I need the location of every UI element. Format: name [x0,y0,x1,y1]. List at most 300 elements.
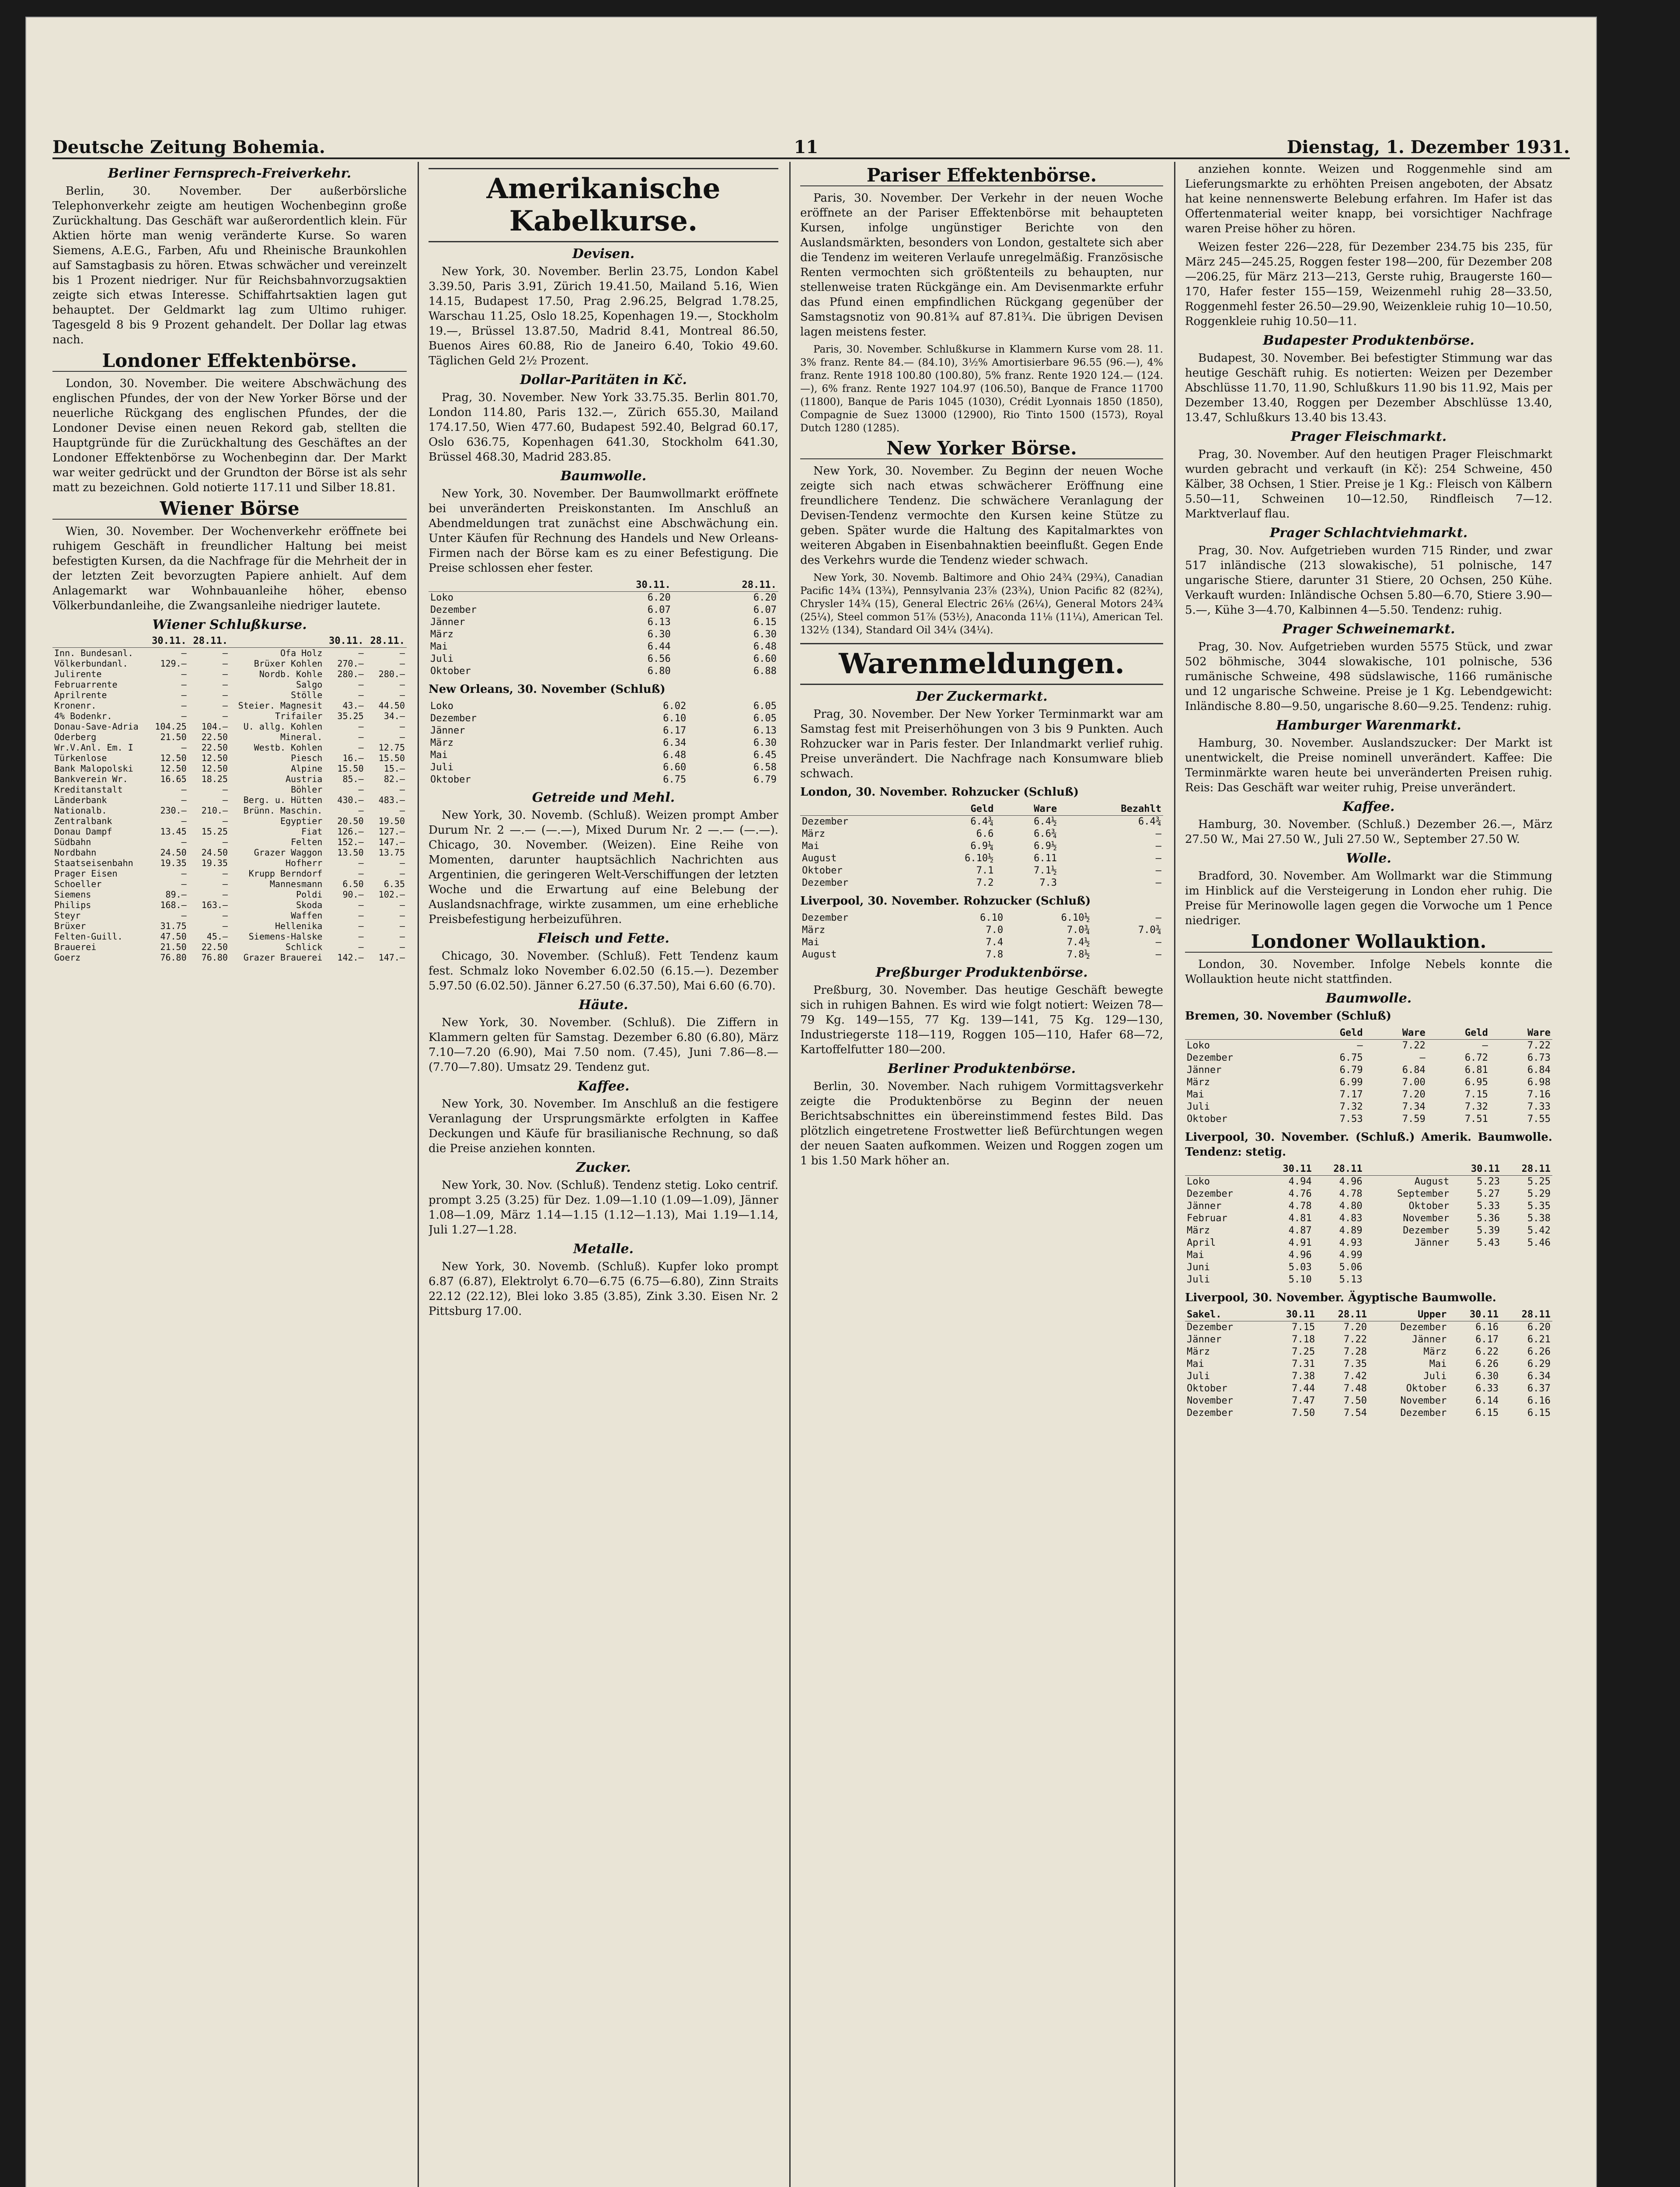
table-cell: Südbahn [54,837,91,847]
table-cell: Oktober [1187,1383,1227,1394]
fleisch-article: Chicago, 30. November. (Schluß). Fett Tendenz kaum fest. Schmalz loko November 6.02.50 (6.15.—). Dezember 5.97.50 (6.02.50). Jänner 6.27.50 (6.37.50), Mai 6.60 (6.70). [429,950,778,992]
table-cell: 6.73 [1527,1052,1551,1063]
table-cell: 47.50 [160,931,187,942]
cotton-row [429,725,778,737]
table-cell: Jänner [1414,1237,1450,1248]
table-cell: 6.6¾ [1034,828,1057,839]
table-cell: 163.— [201,900,228,910]
table-cell: — [1419,1052,1426,1063]
column-header: Ware [1490,1027,1552,1040]
berlin-grain-prices: Weizen fester 226—228, für Dezember 234.75 bis 235, für März 245—245.25, Roggen fester 198—200, für Dezember 208—206.25, für März 213—213, Gerste ruhig, Braugerste 160—170, Hafer fester 155—159, Weizenmehl ruhig 28—33.50, Roggenmehl fester 26.50—29.90, Weizenkleie ruhig 10—10.50, Roggenkleie ruhig 10.50—11. [1185,241,1552,328]
table-cell: 5.42 [1527,1225,1551,1236]
table-cell: — [222,690,228,700]
table-cell: Oktober [1406,1383,1447,1394]
stock-row [52,700,407,711]
stock-row [52,868,407,879]
table-cell: März [1187,1346,1210,1357]
liverpool-sugar-heading: Liverpool, 30. November. Rohzucker (Schluß) [800,894,1091,908]
table-cell: 6.07 [647,604,671,615]
table-cell: Prager Eisen [54,868,118,879]
table-cell: 4.96 [1339,1176,1363,1187]
table-cell: — [222,711,228,721]
stock-row [52,837,407,847]
column-header: 30.11 [1265,1309,1317,1321]
table-cell: 7.20 [1402,1089,1426,1100]
table-cell: Dezember [802,816,848,827]
baumwolle-heading: Baumwolle. [560,468,647,484]
table-cell: 230.— [160,805,187,816]
table-cell: Mai [430,750,448,761]
table-cell: 5.38 [1527,1213,1551,1224]
table-cell: Siemens-Halske [248,931,323,942]
table-cell: Dezember [802,912,848,923]
column-header: 28.11 [1314,1163,1364,1176]
table-cell: Oktober [430,774,471,785]
table-cell: 6.34 [663,737,687,748]
table-cell: 6.11 [1034,853,1057,864]
column-header: 28.11 [1502,1163,1552,1176]
table-cell: 19.35 [160,858,187,868]
getreide-heading: Getreide und Mehl. [532,790,675,805]
issue-date: Dienstag, 1. Dezember 1931. [1286,137,1570,157]
table-cell: 7.1½ [1034,865,1057,876]
sugar-row [800,828,1163,840]
table-cell: — [399,858,405,868]
table-cell: 6.9½ [1034,841,1057,852]
table-cell: 5.46 [1527,1237,1551,1248]
table-cell: 6.10½ [1061,912,1090,923]
table-cell: — [181,868,187,879]
table-cell: 6.81 [1464,1065,1488,1076]
table-cell: 7.35 [1344,1359,1367,1369]
table-cell: 16.— [342,753,364,763]
stock-row [52,669,407,679]
table-cell: 21.50 [160,732,187,742]
table-cell: 6.16 [1527,1395,1551,1406]
table-cell: 4.91 [1288,1237,1312,1248]
table-cell: 5.33 [1477,1201,1500,1212]
table-cell: — [358,721,364,732]
stock-row [52,658,407,669]
table-cell: Oderberg [54,732,97,742]
table-cell: 5.29 [1527,1188,1551,1199]
table-cell: Dezember [1187,1322,1233,1333]
table-cell: 22.50 [201,942,228,952]
table-cell: August [802,949,837,960]
table-cell: — [181,816,187,826]
table-cell: 6.15 [753,617,777,628]
table-cell: — [222,648,228,658]
stock-row [52,900,407,910]
table-cell: 6.84 [1527,1065,1551,1076]
table-cell: 6.45 [753,750,777,761]
table-cell: Brauerei [54,942,97,952]
cotton-row [429,749,778,762]
table-cell: Dezember [430,713,477,724]
wien-heading: Wiener Börse [52,501,407,520]
table-cell [1502,1249,1552,1261]
table-cell: September [1397,1188,1450,1199]
table-cell: Loko [1187,1040,1210,1051]
table-cell: Oktober [430,666,471,677]
table-cell [1451,1261,1502,1274]
page-header [52,118,1570,159]
table-cell: Dezember [1400,1408,1447,1418]
table-cell: Donau Dampf [54,826,112,837]
table-cell: 6.50 [342,879,364,889]
liverpool-cotton-table [1185,1163,1552,1286]
stock-table-header [52,635,407,648]
table-cell: Grazer Waggon [254,847,323,858]
table-cell: — [222,816,228,826]
table-cell: Kreditanstalt [54,784,123,795]
table-cell: März [1187,1077,1210,1088]
table-cell: 6.20 [1527,1322,1551,1333]
table-cell: — [222,679,228,690]
wolle-article: Bradford, 30. November. Am Wollmarkt war die Stimmung im Hinblick auf die Versteigerung in London eher ruhig. Die Preise für Merinowolle lagen gegen die Vorwoche um 1 Pence niedriger. [1185,870,1552,927]
schlachtvieh-article: Prag, 30. Nov. Aufgetrieben wurden 715 Rinder, und zwar 517 inländische (213 slowakische), 51 polnische, 147 ungarische Stiere, darunter 31 Stiere, 20 Ochsen, 250 Kühe. Verkauft wurden: Inländische Ochsen 5.80—6.70, Stiere 3.90—5.—, Kühe 3—4.70, Kalbinnen 4—5.50. Tendenz: ruhig. [1185,544,1552,617]
table-cell: 6.17 [663,725,687,736]
table-cell: Türkenlose [54,753,107,763]
table-cell: 5.10 [1288,1274,1312,1285]
table-cell: Felten [291,837,323,847]
table-cell: 7.50 [1292,1408,1315,1418]
table-cell: — [181,690,187,700]
budapest-heading: Budapester Produktenbörse. [1263,333,1474,348]
stock-row [52,774,407,784]
liverpool-table-header [1185,1163,1552,1176]
egypt-row [1185,1383,1552,1395]
devisen-heading: Devisen. [572,246,635,262]
egypt-row [1185,1346,1552,1358]
table-cell: 6.4¾ [970,816,994,827]
stock-row [52,711,407,721]
egypt-cotton-heading: Liverpool, 30. November. Ägyptische Baumwolle. [1185,1291,1496,1304]
table-cell: 5.43 [1477,1237,1500,1248]
liverpool-row [1185,1225,1552,1237]
table-cell: — [222,669,228,679]
stock-row [52,921,407,931]
table-cell: Jänner [1187,1334,1222,1345]
table-cell: — [181,910,187,921]
table-cell: 45.— [206,931,228,942]
table-cell: 6.13 [647,617,671,628]
table-cell: Berg. u. Hütten [243,795,323,805]
baumwolle-heading: Baumwolle. [1325,991,1412,1006]
stock-row [52,879,407,889]
table-cell: Juli [1187,1101,1210,1112]
table-cell: — [1155,828,1161,839]
wollauktion-heading: Londoner Wollauktion. [1185,934,1552,953]
table-cell: 7.48 [1344,1383,1367,1394]
column-header: 28.11 [1500,1309,1552,1321]
table-cell: 6.30 [753,737,777,748]
table-cell: November [1403,1213,1450,1224]
table-cell: — [399,921,405,931]
wien-stock-table [52,635,407,963]
bremen-table-header [1185,1027,1552,1040]
table-cell: Steyr [54,910,81,921]
table-cell: 7.00 [1402,1077,1426,1088]
table-cell: — [399,805,405,816]
table-cell: März [1187,1225,1210,1236]
table-cell: — [358,648,364,658]
paris-heading: Pariser Effektenbörse. [800,168,1163,186]
table-cell: 4.76 [1288,1188,1312,1199]
table-cell: Aprilrente [54,690,107,700]
column-header: 30.11. [147,635,188,648]
table-cell: 6.60 [663,762,687,773]
table-cell: 168.— [160,900,187,910]
bremen-row [1185,1040,1552,1052]
table-cell: — [358,679,364,690]
table-cell: 6.79 [753,774,777,785]
table-cell: — [358,690,364,700]
table-cell: 5.03 [1288,1262,1312,1273]
table-cell: Inn. Bundesanl. [54,648,133,658]
table-cell: 7.32 [1339,1101,1363,1112]
table-cell: Schlick [286,942,323,952]
table-cell: 4.80 [1339,1201,1363,1212]
liverpool-row [1185,1176,1552,1188]
devisen-article: New York, 30. November. Berlin 23.75, London Kabel 3.39.50, Paris 3.91, Zürich 19.41.50, Mailand 5.16, Wien 14.15, Budapest 17.50, Prag 2.96.25, Belgrad 1.78.25, Warschau 11.25, Oslo 18.25, Kopenhagen 19.—, Stockholm 19.—, Brüssel 13.87.50, Madrid 8.41, Montreal 86.50, Buenos Aires 60.88, Rio de Janeiro 6.40, Tokio 49.60. Täglichen Geld 2½ Prozent. [429,265,778,367]
table-cell: 24.50 [201,847,228,858]
table-cell: — [222,837,228,847]
bremen-row [1185,1101,1552,1113]
table-cell: Staatseisenbahn [54,858,133,868]
table-cell: 7.18 [1292,1334,1315,1345]
table-cell: Westb. Kohlen [254,742,323,753]
table-cell: Loko [1187,1176,1210,1187]
table-cell: 7.50 [1344,1395,1367,1406]
hamburg-article: Hamburg, 30. November. Auslandszucker: Der Markt ist unentwickelt, die Preise nominell unverändert. Kaffee: Die Terminmärkte waren heute bei unveränderten Preisen ruhig. Reis: Das Geschäft war weiter ruhig, Preise unverändert. [1185,737,1552,794]
sugar-row [800,852,1163,865]
table-cell: 6.48 [753,641,777,652]
sugar-row [800,924,1163,936]
egypt-row [1185,1334,1552,1346]
column-header: 28.11. [188,635,230,648]
table-cell: 127.— [378,826,405,837]
column-header [1185,1027,1302,1040]
table-cell: 6.16 [1475,1322,1499,1333]
table-cell: 142.— [337,952,364,963]
table-cell: Völkerbundanl. [54,658,128,669]
table-cell: — [399,721,405,732]
table-cell: 4.81 [1288,1213,1312,1224]
table-cell: 21.50 [160,942,187,952]
sugar-row [800,936,1163,949]
sugar-row [800,840,1163,852]
table-cell: 7.31 [1292,1359,1315,1369]
table-cell: 6.95 [1464,1077,1488,1088]
table-cell: 7.47 [1292,1395,1315,1406]
table-cell: 5.36 [1477,1213,1500,1224]
table-cell: 5.27 [1477,1188,1500,1199]
table-cell: 7.42 [1344,1371,1367,1382]
table-cell: 89.— [165,889,187,900]
table-cell: März [802,828,825,839]
table-cell: 35.25 [337,711,364,721]
liverpool-row [1185,1212,1552,1225]
table-cell: Bank Malopolski [54,763,133,774]
table-cell: 5.23 [1477,1176,1500,1187]
fleischmarkt-article: Prag, 30. November. Auf den heutigen Prager Fleischmarkt wurden gebracht und verkauft (in Kč): 254 Schweine, 450 Kälber, 38 Ochsen, 1 Stier. Preise je 1 Kg.: Fleisch von Kälbern 5.50—11, Schweinen 10—12.50, Rindfleisch 7—12. Marktverlauf flau. [1185,448,1552,521]
cotton-row [429,713,778,725]
haeute-heading: Häute. [579,997,628,1013]
sugar-row [800,816,1163,828]
egypt-cotton-table [1185,1309,1552,1419]
stock-row [52,847,407,858]
table-cell: 19.50 [378,816,405,826]
table-cell: 6.44 [647,641,671,652]
table-cell: — [399,931,405,942]
column-header [800,803,918,816]
table-cell: Mai [802,937,819,948]
table-cell: 7.59 [1402,1114,1426,1125]
table-cell: U. allg. Kohlen [243,721,323,732]
table-cell: März [802,925,825,936]
fleischmarkt-heading: Prager Fleischmarkt. [1290,429,1447,444]
table-cell: 102.— [378,889,405,900]
column-header: 30.11 [1263,1163,1314,1176]
stock-row [52,742,407,753]
table-cell: 430.— [337,795,364,805]
table-cell: Böhler [291,784,323,795]
table-cell: 82.— [383,774,405,784]
liverpool-row [1185,1200,1552,1212]
table-cell: 6.15 [1527,1408,1551,1418]
table-cell: Alpine [291,763,323,774]
table-cell: 76.80 [201,952,228,963]
table-cell: 6.29 [1527,1359,1551,1369]
table-cell: Austria [286,774,323,784]
table-cell: 6.84 [1402,1065,1426,1076]
kaffee-article: New York, 30. November. Im Anschluß an die festigere Veranlagung der Ursprungsmärkte erfolgten in Kaffee Deckungen und Käufe für brasilianische Rechnung, so daß die Preise anziehen konnten. [429,1097,778,1155]
table-cell: Salgo [296,679,323,690]
table-cell: 6.02 [663,701,687,712]
table-cell: 6.05 [753,713,777,724]
kabelkurse-heading: Amerikanische Kabelkurse. [429,168,778,242]
table-cell [1364,1274,1451,1286]
table-cell: — [358,858,364,868]
table-cell: Dezember [1187,1408,1233,1418]
table-cell: November [1187,1395,1233,1406]
stock-row [52,679,407,690]
stock-row [52,648,407,659]
table-cell: Nordb. Kohle [259,669,323,679]
table-cell: Steier. Magnesit [238,700,323,711]
table-cell: 6.34 [1527,1371,1551,1382]
table-cell: — [222,784,228,795]
table-cell: 6.15 [1475,1408,1499,1418]
cotton-row [429,592,778,604]
table-cell: — [399,784,405,795]
table-cell: — [358,931,364,942]
cotton-row [429,665,778,678]
column-header: Geld [918,803,995,816]
table-cell: — [222,889,228,900]
table-cell: 6.35 [383,879,405,889]
table-cell: 147.— [378,952,405,963]
table-cell: Poldi [296,889,323,900]
kaffee-heading: Kaffee. [577,1079,630,1094]
table-cell: 270.— [337,658,364,669]
column-header: 28.11. [366,635,407,648]
table-cell: 6.17 [1475,1334,1499,1345]
table-cell: Mai [1187,1089,1204,1100]
column-header: 30.11 [1451,1163,1502,1176]
column-header: Bezahlt [1059,803,1163,816]
table-cell: 4% Bodenkr. [54,711,112,721]
table-cell: — [399,868,405,879]
table-cell: Juni [1187,1262,1210,1273]
stock-row [52,931,407,942]
table-cell: Dezember [1400,1322,1447,1333]
table-cell: 4.87 [1288,1225,1312,1236]
column-header [429,579,567,592]
egypt-row [1185,1358,1552,1370]
table-cell: 7.15 [1292,1322,1315,1333]
table-cell: 7.55 [1527,1114,1551,1125]
cotton-no-table [429,700,778,786]
column-2 [429,162,778,2187]
wollauktion-article: London, 30. November. Infolge Nebels konnte die Wollauktion heute nicht stattfinden. [1185,958,1552,986]
table-cell: 7.28 [1344,1346,1367,1357]
table-cell [1502,1261,1552,1274]
table-cell: 6.56 [647,653,671,664]
bremen-table [1185,1027,1552,1125]
table-cell: 6.79 [1339,1065,1363,1076]
table-cell: 16.65 [160,774,187,784]
table-cell: 4.99 [1339,1250,1363,1261]
cotton-row [429,641,778,653]
table-cell: Jänner [430,725,465,736]
cotton-row [429,774,778,786]
table-cell: 6.48 [663,750,687,761]
table-cell: — [222,879,228,889]
page-number: 11 [794,137,819,157]
table-cell: 7.32 [1464,1101,1488,1112]
table-cell: 6.10½ [965,853,994,864]
table-cell: — [222,868,228,879]
stock-row [52,826,407,837]
table-cell: 18.25 [201,774,228,784]
stock-row [52,784,407,795]
table-cell: 6.75 [1339,1052,1363,1063]
table-cell: August [1414,1176,1450,1187]
continued-article: anziehen konnte. Weizen und Roggenmehle sind am Lieferungsmarkte zu erhöhten Preisen angeboten, der Absatz hat keine nennenswerte Belebung erfahren. Im Hafer ist das Offertenmaterial weiter knapp, bei vorsichtiger Nachfrage waren Preise höher zu hören. [1185,163,1552,235]
table-cell: 12.75 [378,742,405,753]
column-header: Upper [1369,1309,1448,1321]
berliner-produkten-article: Berlin, 30. November. Nach ruhigem Vormittagsverkehr zeigte die Produktenbörse zu Beginn der neuen Berichtsabschnittes ein übereinstimmend festes Bild. Das plötzlich eingetretene Frostwetter ließ Befürchtungen wegen der neuen Saaten aufkommen. Weizen und Roggen zogen um 1 bis 1.50 Mark höher an. [800,1080,1163,1167]
table-cell: 4.89 [1339,1225,1363,1236]
table-cell: März [1423,1346,1447,1357]
table-cell: 4.78 [1339,1188,1363,1199]
table-cell: 7.20 [1344,1322,1367,1333]
table-cell: 6.05 [753,701,777,712]
table-cell: 104.25 [155,721,187,732]
table-cell: 6.4¾ [1138,816,1161,827]
egypt-row [1185,1321,1552,1334]
stock-row [52,795,407,805]
table-cell: Mai [1187,1359,1204,1369]
pressburg-heading: Preßburger Produktenbörse. [875,965,1088,980]
table-cell [1451,1274,1502,1286]
liverpool-row [1185,1237,1552,1249]
column-header: 30.11. [567,579,673,592]
table-cell: 7.54 [1344,1408,1367,1418]
table-cell: 7.2 [976,877,994,888]
